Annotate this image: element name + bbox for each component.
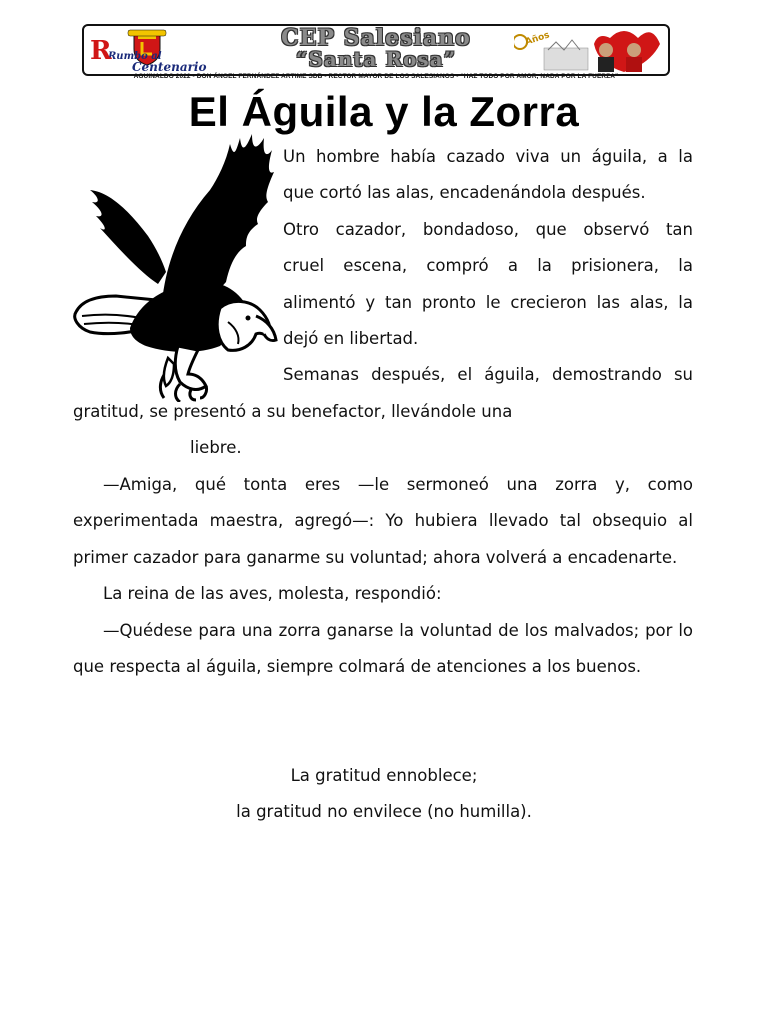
paragraph-line: liebre. xyxy=(190,438,242,457)
paragraph-line: Semanas después, el águila, demostrando su xyxy=(283,365,693,384)
paragraph: La reina de las aves, molesta, respondió: xyxy=(103,584,442,603)
school-name-line1: CEP Salesiano xyxy=(281,25,471,51)
page-title: El Águila y la Zorra xyxy=(188,88,580,135)
anniversary-label: Años xyxy=(524,30,551,48)
moral-line: La gratitud ennoblece; xyxy=(290,766,478,785)
paragraph-line: cruel escena, compró a la prisionera, la xyxy=(283,256,693,275)
school-header-banner xyxy=(82,24,670,76)
eagle-illustration xyxy=(70,132,280,402)
moral-line: la gratitud no envilece (no humilla). xyxy=(236,802,532,821)
founders-portrait-image xyxy=(514,28,664,72)
paragraph-line: dejó en libertad. xyxy=(283,329,419,348)
paragraph-line: alimentó y tan pronto le crecieron las alas, la xyxy=(283,293,693,312)
paragraph: —Amiga, qué tonta eres —le sermoneó una zorra y, como experimentada maestra, agregó—: Yo hubiera llevado tal obsequio al primer cazador para ganarme su voluntad; ahora volverá a encadenarte. xyxy=(73,475,693,567)
paragraph-line: Un hombre había cazado viva un águila, a la xyxy=(283,147,693,166)
rumbo-centenario-logo: R Rumbo al Centenario xyxy=(90,36,207,74)
school-name-line2: “Santa Rosa” xyxy=(295,47,457,71)
paragraph-line: gratitud, se presentó a su benefactor, llevándole una xyxy=(73,402,513,421)
paragraph-line: que cortó las alas, encadenándola después. xyxy=(283,183,646,202)
paragraph: —Quédese para una zorra ganarse la voluntad de los malvados; por lo que respecta al águila, siempre colmará de atenciones a los buenos. xyxy=(73,621,693,677)
aguinaldo-caption: AGUINALDO 2022 - DON ÁNGEL FERNÁNDEZ ARTIME SDB - RECTOR MAYOR DE LOS SALESIANOS - “HAZ TODO POR AMOR, NADA POR LA FUERZA” xyxy=(133,73,619,80)
paragraph-line: Otro cazador, bondadoso, que observó tan xyxy=(283,220,693,239)
